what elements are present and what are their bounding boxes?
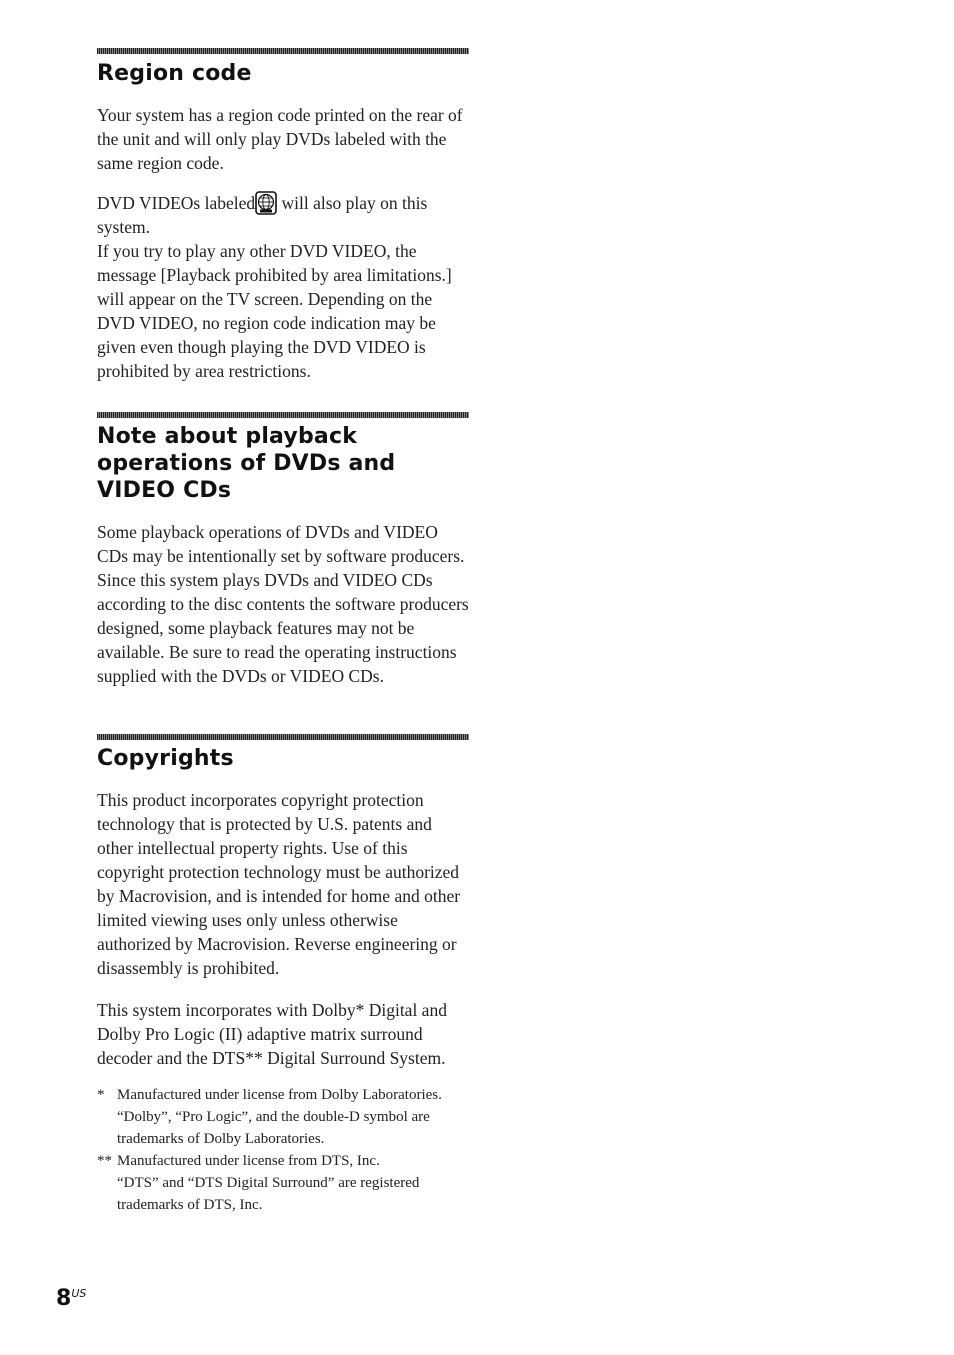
playback-note-heading	[97, 423, 469, 504]
region-all-globe-icon	[255, 191, 277, 215]
footnote-dolby	[97, 1084, 469, 1150]
section-divider	[97, 412, 469, 418]
copyrights-heading: Copyrights	[97, 746, 234, 771]
footnote-text: “Dolby”, “Pro Logic”, and the double-D symbol are trademarks of Dolby Laboratories.	[117, 1109, 430, 1147]
section-divider	[97, 48, 469, 54]
region-code-paragraph-1: Your system has a region code printed on the rear of the unit and will only play DVDs labeled with the same region code.	[97, 105, 463, 173]
region-code-paragraph-2	[97, 191, 469, 239]
page-number	[56, 1286, 86, 1311]
section-divider	[97, 734, 469, 740]
region-code-text-before-icon: DVD VIDEOs labeled	[97, 193, 256, 213]
playback-note-section	[97, 423, 469, 688]
playback-note-heading-line: operations of DVDs and	[97, 451, 396, 476]
footnote-mark: **	[97, 1153, 112, 1169]
region-code-text-after-icon: will also play on this system.	[97, 193, 428, 237]
playback-note-heading-line: Note about playback	[97, 424, 358, 449]
region-code-heading: Region code	[97, 61, 252, 86]
footnote-text: Manufactured under license from Dolby Laboratories.	[117, 1087, 442, 1103]
playback-note-paragraph: Some playback operations of DVDs and VIDEO CDs may be intentionally set by software producers. Since this system plays DVDs and VIDEO CDs according to the disc contents the software producers designed, some playback features may not be available. Be sure to read the operating instructions supplied with the DVDs or VIDEO CDs.	[97, 522, 469, 686]
footnote-dts	[97, 1150, 469, 1216]
page-number-value: 8	[56, 1286, 72, 1311]
footnotes	[97, 1084, 469, 1216]
copyrights-section	[97, 745, 469, 1216]
footnote-text: “DTS” and “DTS Digital Surround” are registered trademarks of DTS, Inc.	[117, 1175, 420, 1213]
footnote-mark: *	[97, 1087, 105, 1103]
region-code-section	[97, 60, 469, 383]
playback-note-heading-line: VIDEO CDs	[97, 478, 232, 503]
region-code-paragraph-3: If you try to play any other DVD VIDEO, the message [Playback prohibited by area limitations.] will appear on the TV screen. Depending on the DVD VIDEO, no region code indication may be given even though playing the DVD VIDEO is prohibited by area restrictions.	[97, 241, 452, 381]
copyrights-paragraph-1: This product incorporates copyright protection technology that is protected by U.S. patents and other intellectual property rights. Use of this copyright protection technology must be authorized by Macrovision, and is intended for home and other limited viewing uses only unless otherwise authorized by Macrovision. Reverse engineering or disassembly is prohibited.	[97, 790, 461, 978]
copyrights-paragraph-2: This system incorporates with Dolby* Digital and Dolby Pro Logic (II) adaptive matrix surround decoder and the DTS** Digital Surround System.	[97, 1000, 447, 1068]
page-number-suffix: US	[71, 1287, 87, 1300]
footnote-text: Manufactured under license from DTS, Inc.	[117, 1153, 380, 1169]
